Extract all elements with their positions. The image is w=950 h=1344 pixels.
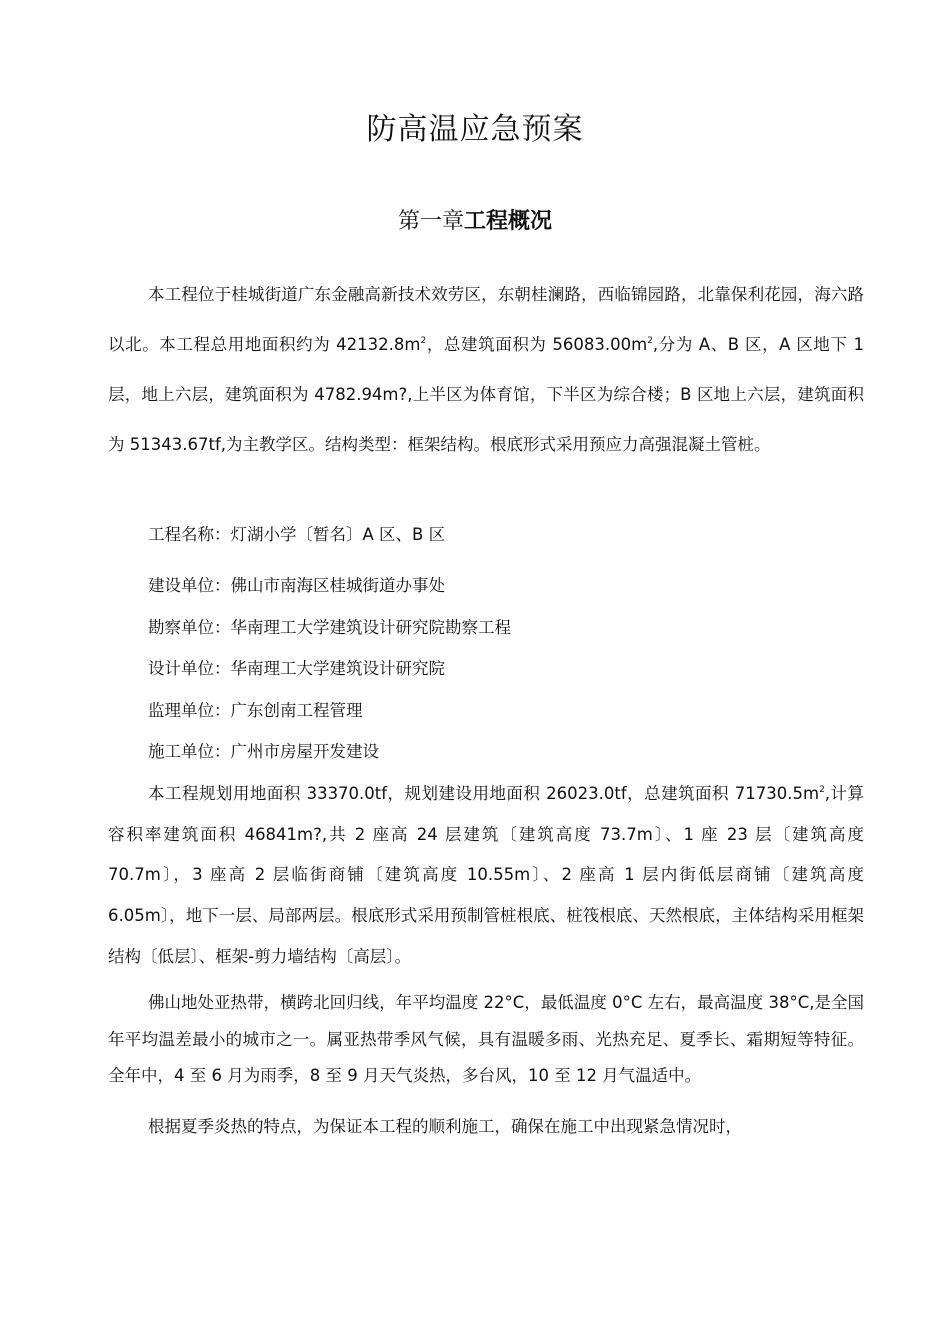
field-label: 工程名称： [148,525,231,544]
field-value: 广东创南工程管理 [230,701,363,720]
field-label: 建设单位： [148,576,231,595]
field-value: 佛山市南海区桂城街道办事处 [230,576,445,595]
field-label: 勘察单位： [148,618,231,637]
purpose-paragraph: 根据夏季炎热的特点，为保证本工程的顺利施工，确保在施工中出现紧急情况时， [148,1117,742,1136]
project-name-field [148,520,445,550]
field-value: 灯湖小学〔暂名〕A 区、B 区 [230,525,446,544]
field-label: 监理单位： [148,701,231,720]
design-unit-field [148,654,445,684]
planning-area-paragraph: 本工程规划用地面积 33370.0tf，规划建设用地面积 26023.0tf，总建筑面积 $71730.5m^2$,计算容积率建筑面积 46841m?,共 2 座高 24 层建筑〔建筑高度 73.7m〕、1 座 23 层〔建筑高度 70.7m〕，3 座高 2 层临街商铺〔建筑高度 10.55m〕、2 座高 1 层内街低层商铺〔建筑高度 6.05m〕，地下一层、局部两层。根底形式采用预制管桩根底、桩筏根底、天然根底，主体结构采用框架结构〔低层〕、框架-剪力墙结构〔高层〕。 [108,784,865,966]
construction-unit-field [148,571,445,601]
field-label: 施工单位： [148,742,231,761]
survey-unit-field [148,613,511,643]
climate-paragraph: 佛山地处亚热带，横跨北回归线，年平均温度 22°C，最低温度 0°C 左右，最高温度 38°C,是全国年平均温差最小的城市之一。属亚热带季风气候，具有温暖多雨、光热充足、夏季长、霜期短等特征。全年中，4 至 6 月为雨季，8 至 9 月天气炎热，多台风，10 至 12 月气温适中。 [108,993,864,1085]
chapter-number: 第一章 [397,209,464,234]
document-title: 防高温应急预案 [366,112,584,147]
contractor-unit-field [148,737,379,767]
project-location-paragraph: 本工程位于桂城街道广东金融高新技术效劳区，东朝桂澜路，西临锦园路，北靠保利花园，海六路以北。本工程总用地面积约为 $42132.8m^2$，总建筑面积为 $56083.00m^2$,分为 A、B 区，A 区地下 1 层，地上六层，建筑面积为 4782.94m?,上半区为体育馆，下半区为综合楼；B 区地上六层，建筑面积为 51343.67tf,为主教学区。结构类型：框架结构。根底形式采用预应力高强混凝土管桩。 [108,285,864,454]
field-value: 华南理工大学建筑设计研究院 [230,659,445,678]
field-value: 广州市房屋开发建设 [230,742,379,761]
chapter-title: 工程概况 [464,209,553,234]
field-label: 设计单位： [148,659,231,678]
supervision-unit-field [148,696,363,726]
chapter-heading [0,202,950,242]
field-value: 华南理工大学建筑设计研究院勘察工程 [230,618,511,637]
